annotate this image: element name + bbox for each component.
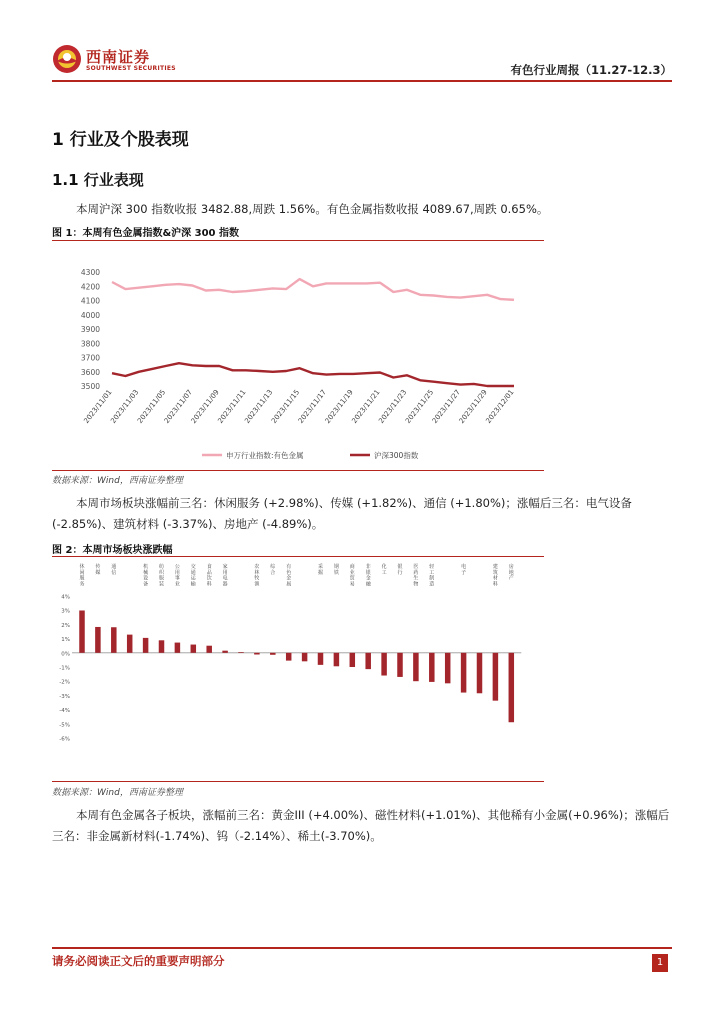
paragraph-text: 本周沪深 300 指数收报 3482.88,周跌 1.56%。有色金属指数收报 4089.67,周跌 0.65%。 bbox=[76, 202, 549, 216]
figure2-top-rule bbox=[52, 556, 544, 557]
bar-房地产 bbox=[509, 653, 515, 722]
category-label: 非银金融 bbox=[365, 564, 371, 588]
y-tick-label: 3800 bbox=[80, 339, 100, 349]
company-logo bbox=[52, 44, 202, 78]
series-line-2 bbox=[112, 363, 514, 386]
figure1-top-rule bbox=[52, 240, 544, 241]
figure2-bottom-rule bbox=[52, 781, 544, 782]
y-tick-label: 4300 bbox=[80, 268, 100, 277]
paragraph-index-summary bbox=[52, 199, 672, 220]
y-tick-label: -5% bbox=[59, 722, 70, 729]
line-chart-indices bbox=[52, 262, 544, 467]
bar-商业贸易 bbox=[350, 653, 356, 667]
page-number: 1 bbox=[652, 954, 668, 972]
section-heading: 1 行业及个股表现 bbox=[52, 130, 189, 150]
figure2-source: 数据来源：Wind，西南证券整理 bbox=[52, 788, 183, 798]
category-label: 电子 bbox=[461, 564, 467, 576]
x-tick-label: 2023/11/05 bbox=[136, 388, 168, 426]
legend-label-2: 沪深300指数 bbox=[374, 451, 419, 460]
category-label: 房地产 bbox=[508, 564, 514, 582]
bar-建筑装饰 bbox=[302, 653, 308, 662]
bar-轻工制造 bbox=[429, 653, 435, 682]
y-tick-label: 3500 bbox=[80, 382, 100, 391]
bar-非银金融 bbox=[365, 653, 371, 669]
x-tick-label: 2023/11/07 bbox=[162, 388, 194, 426]
bar-国防军工 bbox=[238, 652, 244, 653]
bar-计算机 bbox=[127, 635, 133, 653]
paragraph-text: 本周市场板块涨幅前三名：休闲服务 (+2.98%)、传媒 (+1.82%)、通信 (+1.80%)；涨幅后三名：电气设备 (-2.85%)、建筑材料 (-3.37%)、房地产 (-4.89%)。 bbox=[52, 496, 632, 531]
y-tick-label: -3% bbox=[59, 693, 70, 700]
x-tick-label: 2023/11/17 bbox=[296, 388, 328, 426]
y-tick-label: 3% bbox=[61, 608, 70, 615]
category-label: 食品饮料 bbox=[206, 564, 212, 588]
x-tick-label: 2023/11/21 bbox=[350, 388, 382, 426]
footer-divider bbox=[52, 947, 672, 949]
x-tick-label: 2023/11/19 bbox=[323, 388, 355, 426]
bar-化工 bbox=[381, 653, 387, 676]
category-label: 综合 bbox=[270, 564, 276, 576]
x-tick-label: 2023/11/13 bbox=[243, 388, 275, 426]
category-label: 轻工制造 bbox=[429, 564, 435, 588]
x-tick-label: 2023/11/23 bbox=[377, 388, 409, 426]
logo-text-en: SOUTHWEST SECURITIES bbox=[86, 65, 176, 72]
figure1-source: 数据来源：Wind，西南证券整理 bbox=[52, 476, 183, 486]
category-label: 钢铁 bbox=[333, 564, 339, 576]
y-tick-label: 4200 bbox=[80, 282, 100, 292]
category-label: 农林牧渔 bbox=[254, 564, 260, 588]
bar-休闲服务 bbox=[79, 610, 85, 652]
series-line-1 bbox=[112, 279, 514, 300]
bar-食品饮料 bbox=[206, 646, 212, 653]
bar-纺织服装 bbox=[159, 640, 165, 652]
y-tick-label: 0% bbox=[61, 651, 70, 658]
category-label: 传媒 bbox=[95, 564, 101, 576]
y-tick-label: -4% bbox=[59, 708, 70, 715]
subsection-heading: 1.1 行业表现 bbox=[52, 171, 144, 189]
bar-家用电器 bbox=[222, 651, 228, 653]
figure2-title: 图 2：本周市场板块涨跌幅 bbox=[52, 545, 173, 556]
figure1-title: 图 1：本周有色金属指数&沪深 300 指数 bbox=[52, 228, 239, 239]
category-label: 家用电器 bbox=[222, 564, 228, 588]
category-label: 通信 bbox=[111, 564, 117, 576]
y-tick-label: -1% bbox=[59, 665, 70, 672]
bar-chart-sectors bbox=[52, 560, 544, 780]
category-label: 休闲服务 bbox=[79, 564, 85, 588]
bar-银行 bbox=[397, 653, 403, 677]
header-divider bbox=[52, 80, 672, 82]
footer-disclaimer: 请务必阅读正文后的重要声明部分 bbox=[52, 954, 225, 968]
report-title: 有色行业周报（11.27-12.3） bbox=[510, 63, 672, 77]
y-tick-label: 3900 bbox=[80, 325, 100, 334]
y-tick-label: 3700 bbox=[80, 353, 100, 363]
category-label: 纺织服装 bbox=[158, 564, 165, 588]
y-tick-label: 4100 bbox=[80, 296, 100, 306]
category-label: 采掘 bbox=[317, 564, 324, 576]
category-label: 医药生物 bbox=[413, 564, 419, 588]
bar-农林牧渔 bbox=[254, 653, 260, 655]
logo-text-cn: 西南证券 bbox=[86, 48, 151, 66]
y-tick-label: -6% bbox=[59, 736, 70, 743]
category-label: 商业贸易 bbox=[349, 564, 355, 588]
category-label: 化工 bbox=[381, 564, 387, 576]
bar-通信 bbox=[111, 627, 117, 653]
bar-公用事业 bbox=[175, 643, 181, 653]
bar-机械设备 bbox=[143, 638, 149, 653]
y-tick-label: 3600 bbox=[80, 367, 100, 377]
category-label: 机械设备 bbox=[143, 564, 149, 588]
x-tick-label: 2023/11/25 bbox=[404, 388, 436, 426]
x-tick-label: 2023/11/29 bbox=[457, 388, 489, 426]
bar-电子 bbox=[461, 653, 467, 693]
y-tick-label: 4% bbox=[61, 594, 70, 601]
bar-交通运输 bbox=[191, 645, 197, 653]
x-tick-label: 2023/11/11 bbox=[216, 388, 248, 426]
bar-医药生物 bbox=[413, 653, 419, 681]
paragraph-text: 本周有色金属各子板块，涨幅前三名：黄金III (+4.00%)、磁性材料(+1.01%)、其他稀有小金属(+0.96%)；涨幅后三名：非金属新材料(-1.74%)、钨（-2.14%）、稀土(-3.70%)。 bbox=[52, 808, 670, 843]
y-tick-label: -2% bbox=[59, 679, 70, 686]
x-tick-label: 2023/11/09 bbox=[189, 388, 221, 426]
category-label: 建筑材料 bbox=[492, 564, 498, 588]
bar-综合 bbox=[270, 653, 276, 655]
y-tick-label: 1% bbox=[61, 637, 70, 644]
x-tick-label: 2023/11/03 bbox=[109, 388, 141, 426]
category-label: 公用事业 bbox=[174, 564, 180, 588]
figure1-bottom-rule bbox=[52, 470, 544, 471]
paragraph-sector-summary bbox=[52, 493, 672, 535]
bar-采掘 bbox=[318, 653, 324, 665]
x-tick-label: 2023/11/27 bbox=[430, 388, 462, 426]
category-label: 有色金属 bbox=[286, 564, 292, 588]
y-tick-label: 4000 bbox=[80, 310, 100, 320]
bar-有色金属 bbox=[286, 653, 292, 661]
bar-电气设备 bbox=[477, 653, 483, 693]
x-tick-label: 2023/11/01 bbox=[82, 388, 114, 426]
legend-label-1: 申万行业指数:有色金属 bbox=[226, 451, 304, 460]
logo-emblem-icon bbox=[52, 44, 82, 74]
paragraph-subsector-summary bbox=[52, 805, 672, 847]
bar-钢铁 bbox=[334, 653, 340, 666]
bar-建筑材料 bbox=[493, 653, 499, 701]
category-label: 交通运输 bbox=[190, 564, 196, 588]
category-label: 银行 bbox=[397, 564, 403, 576]
bar-传媒 bbox=[95, 627, 101, 653]
bar-汽车 bbox=[445, 653, 451, 684]
x-tick-label: 2023/11/15 bbox=[270, 388, 302, 426]
y-tick-label: 2% bbox=[61, 622, 70, 629]
x-tick-label: 2023/12/01 bbox=[484, 388, 516, 426]
